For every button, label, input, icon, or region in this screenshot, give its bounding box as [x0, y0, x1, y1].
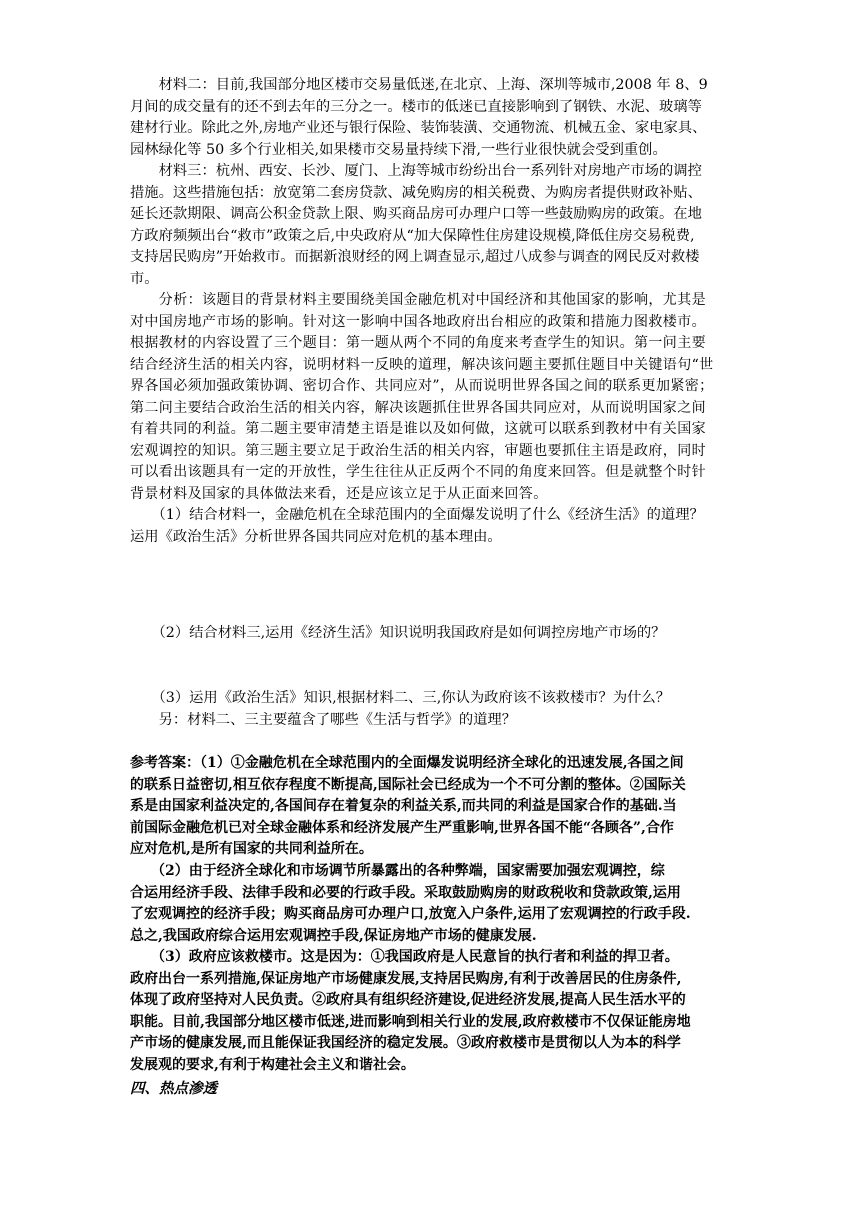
analysis-paragraph — [130, 290, 730, 505]
text-line: （2）结合材料三,运用《经济生活》知识说明我国政府是如何调控房地产市场的？ — [130, 625, 666, 641]
text-line: 市。 — [130, 270, 159, 287]
text-line: 支持居民购房”开始救市。而据新浪财经的网上调查显示,超过八成参与调查的网民反对救楼 — [130, 249, 700, 265]
text-line: 政府出台一系列措施,保证房地产市场健康发展,支持居民购房,有利于改善居民的住房条件, — [130, 970, 682, 987]
text-line: 前国际金融危机已对全球金融体系和经济发展产生严重影响,世界各国不能“各顾各”,合作 — [130, 819, 674, 836]
text-line: 系是由国家利益决定的,各国间存在着复杂的利益关系,而共同的利益是国家合作的基础.当 — [130, 798, 677, 814]
text-line: 有着共同的利益。第二题主要审清楚主语是谁以及如何做，这就可以联系到教材中有关国家 — [130, 421, 706, 437]
material-two-paragraph — [130, 75, 730, 161]
text-line: 运用《政治生活》分析世界各国共同应对危机的基本理由。 — [130, 528, 502, 545]
text-line: 职能。目前,我国部分地区楼市低迷,进而影响到相关行业的发展,政府救楼市不仅保证能房地 — [130, 1013, 691, 1030]
text-line: 总之,我国政府综合运用宏观调控手段,保证房地产市场的健康发展. — [130, 927, 537, 944]
text-line: 措施。这些措施包括：放宽第二套房贷款、减免购房的相关税费、为购房者提供财政补贴、 — [130, 184, 702, 201]
text-line: 方政府频频出台“救市”政策之后,中央政府从“加大保障性住房建设规模,降低住房交易税费, — [130, 227, 695, 244]
text-line: 的联系日益密切,相互依存程度不断提高,国际社会已经成为一个不可分割的整体。②国际关 — [130, 776, 686, 793]
section-heading-text: 四、热点渗透 — [130, 1080, 217, 1097]
question-one — [130, 505, 730, 548]
text-line: 背景材料及国家的具体做法来看，还是应该立足于从正面来回答。 — [130, 485, 548, 502]
text-line: 可以看出该题具有一定的开放性，学生往往从正反两个不同的角度来回答。但是就整个时针 — [130, 464, 706, 480]
text-line: 另：材料二、三主要蕴含了哪些《生活与哲学》的道理？ — [130, 711, 517, 728]
text-line: 材料三：杭州、西安、长沙、厦门、上海等城市纷纷出台一系列针对房地产市场的调控 — [130, 163, 702, 179]
question-three — [130, 688, 730, 731]
text-line: （3）运用《政治生活》知识,根据材料二、三,你认为政府该不该救楼市？为什么？ — [130, 690, 671, 706]
text-line: 结合经济生活的相关内容，说明材料一反映的道理，解决该问题主要抓住题目中关键语句“世 — [130, 356, 714, 373]
answer-one — [130, 753, 730, 861]
text-line: 合运用经济手段、法律手段和必要的行政手段。采取鼓励购房的财政税收和贷款政策,运用 — [130, 884, 681, 901]
answer-two — [130, 861, 730, 947]
text-line: 延长还款期限、调高公积金贷款上限、购买商品房可办理户口等一些鼓励购房的政策。在地 — [130, 206, 702, 222]
text-line: 参考答案：（1）①金融危机在全球范围内的全面爆发说明经济全球化的迅速发展,各国之间 — [130, 755, 684, 771]
text-line: 月间的成交量有的还不到去年的三分之一。楼市的低迷已直接影响到了钢铁、水泥、玻璃等 — [130, 98, 702, 115]
text-line: 材料二：目前,我国部分地区楼市交易量低迷,在北京、上海、深圳等城市,2008 年 8、9 — [130, 77, 708, 93]
text-line: 应对危机,是所有国家的共同利益所在。 — [130, 841, 373, 857]
text-line: （3）政府应该救楼市。这是因为：①我国政府是人民意旨的执行者和利益的捍卫者。 — [130, 949, 679, 965]
text-line: 了宏观调控的经济手段；购买商品房可办理户口,放宽入户条件,运用了宏观调控的行政手段. — [130, 906, 691, 922]
text-line: 分析：该题目的背景材料主要围绕美国金融危机对中国经济和其他国家的影响，尤其是 — [130, 292, 706, 308]
text-line: 建材行业。除此之外,房地产业还与银行保险、装饰装潢、交通物流、机械五金、家电家具、 — [130, 120, 707, 136]
text-line: 产市场的健康发展,而且能保证我国经济的稳定发展。③政府救楼市是贯彻以人为本的科学 — [130, 1035, 681, 1051]
section-heading — [130, 1078, 730, 1100]
text-line: 对中国房地产市场的影响。针对这一影响中国各地政府出台相应的政策和措施力图救楼市。 — [130, 313, 706, 330]
question-two — [130, 623, 730, 645]
material-three-paragraph — [130, 161, 730, 290]
text-line: 发展观的要求,有利于构建社会主义和谐社会。 — [130, 1056, 415, 1073]
text-line: 体现了政府坚持对人民负责。②政府具有组织经济建设,促进经济发展,提高人民生活水平的 — [130, 992, 686, 1008]
text-line: （1）结合材料一，金融危机在全球范围内的全面爆发说明了什么《经济生活》的道理？ — [130, 507, 704, 523]
text-line: 界各国必须加强政策协调、密切合作、共同应对”，从而说明世界各国之间的联系更加紧密； — [130, 378, 714, 394]
text-line: 根据教材的内容设置了三个题目：第一题从两个不同的角度来考查学生的知识。第一问主要 — [130, 335, 706, 351]
text-line: （2）由于经济全球化和市场调节所暴露出的各种弊端，国家需要加强宏观调控，综 — [130, 863, 665, 879]
text-line: 宏观调控的知识。第三题主要立足于政治生活的相关内容，审题也要抓住主语是政府，同时 — [130, 442, 706, 459]
answer-three — [130, 947, 730, 1076]
text-line: 第二问主要结合政治生活的相关内容，解决该题抓住世界各国共同应对，从而说明国家之间 — [130, 399, 706, 416]
text-line: 园林绿化等 50 多个行业相关,如果楼市交易量持续下滑,一些行业很快就会受到重创。 — [130, 141, 667, 158]
